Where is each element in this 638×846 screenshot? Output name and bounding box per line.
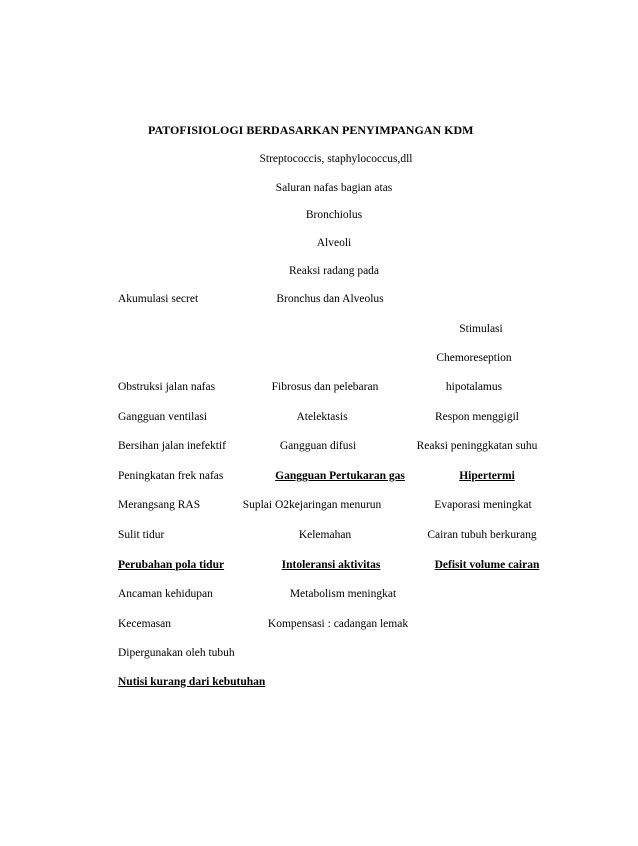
flow-item-left: Sulit tidur — [118, 529, 165, 541]
flow-item-stimulasi: Stimulasi — [459, 323, 503, 335]
flow-item-left: Kecemasan — [118, 618, 171, 630]
flow-item-alveoli: Alveoli — [316, 237, 352, 249]
diagnosis-hyperthermia: Hipertermi — [459, 470, 515, 482]
flow-item-bacteria: Streptococcis, staphylococcus,dll — [259, 153, 413, 165]
flow-item-middle: Gangguan difusi — [279, 440, 357, 452]
flow-item-middle: Suplai O2kejaringan menurun — [242, 499, 382, 511]
flow-item-left: Ancaman kehidupan — [118, 588, 213, 600]
flow-item-chemoreseption: Chemoreseption — [436, 352, 512, 364]
flow-item-right: Evaporasi meningkat — [434, 499, 532, 511]
flow-item-middle: Kelemahan — [298, 529, 352, 541]
flow-item-upper-airway: Saluran nafas bagian atas — [275, 182, 393, 194]
flow-item-right: Reaksi peninggkatan suhu — [416, 440, 538, 452]
flow-item-body-use: Dipergunakan oleh tubuh — [118, 647, 235, 659]
flow-item-secret-accumulation: Akumulasi secret — [118, 293, 199, 305]
flow-item-right: hipotalamus — [445, 381, 503, 393]
flow-item-middle: Fibrosus dan pelebaran — [271, 381, 379, 393]
flow-item-middle: Metabolism meningkat — [289, 588, 397, 600]
document-title: PATOFISIOLOGI BERDASARKAN PENYIMPANGAN KDM — [148, 123, 474, 137]
flow-item-right: Respon menggigil — [434, 411, 520, 423]
flow-item-bronchus-alveolus: Bronchus dan Alveolus — [276, 293, 384, 305]
diagnosis-nutrition: Nutisi kurang dari kebutuhan — [118, 676, 266, 688]
diagnosis-fluid-deficit: Defisit volume cairan — [434, 559, 540, 571]
flow-item-middle: Kompensasi : cadangan lemak — [267, 618, 409, 630]
diagnosis-activity-intolerance: Intoleransi aktivitas — [281, 559, 381, 571]
flow-item-bronchiolus: Bronchiolus — [305, 209, 363, 221]
flow-item-left: Peningkatan frek nafas — [118, 470, 224, 482]
diagnosis-gas-exchange: Gangguan Pertukaran gas — [275, 470, 405, 482]
flow-item-left: Gangguan ventilasi — [118, 411, 208, 423]
diagnosis-sleep-pattern: Perubahan pola tidur — [118, 559, 225, 571]
flow-item-right: Cairan tubuh berkurang — [427, 529, 537, 541]
flow-item-left: Merangsang RAS — [118, 499, 201, 511]
flow-item-inflammation: Reaksi radang pada — [288, 265, 380, 277]
flow-item-left: Bersihan jalan inefektif — [118, 440, 226, 452]
flow-item-left: Obstruksi jalan nafas — [118, 381, 216, 393]
flow-item-middle: Atelektasis — [296, 411, 348, 423]
